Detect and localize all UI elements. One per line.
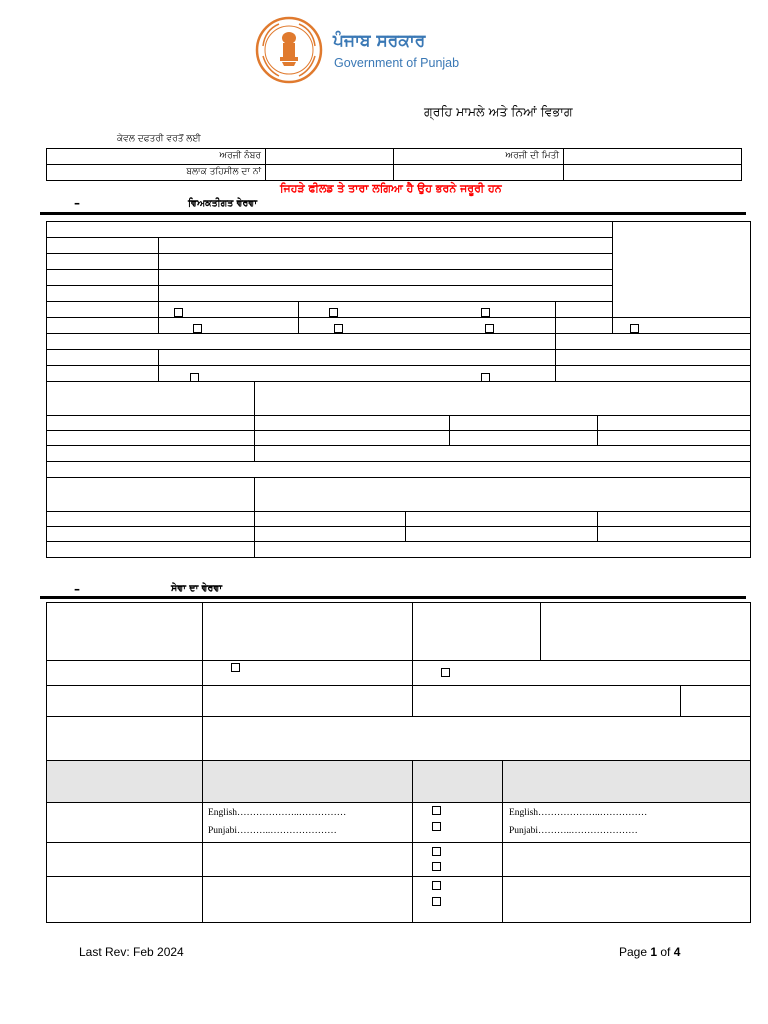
row-label [47,318,159,334]
section1-title: ਵਿਅਕਤੀਗਤ ਵੇਰਵਾ [188,198,258,209]
applicant-name-field[interactable] [47,222,613,238]
text-field[interactable] [255,416,450,431]
english-line: English………………..…………… [208,808,347,818]
text-field[interactable] [255,527,406,542]
application-date-field[interactable] [564,149,742,165]
checkbox[interactable] [432,847,441,856]
department-title: ਗ੍ਰਹਿ ਮਾਮਲੇ ਅਤੇ ਨਿਆਂ ਵਿਭਾਗ [424,104,573,119]
checkbox-cell [413,803,503,843]
checkbox[interactable] [334,324,343,333]
row-label [47,661,203,686]
checkbox[interactable] [485,324,494,333]
row-label [47,416,255,431]
checkbox[interactable] [432,806,441,815]
office-blank-cell [394,165,564,181]
checkbox[interactable] [329,308,338,317]
brand-punjabi: ਪੰਜਾਬ ਸਰਕਾਰ [333,31,426,51]
shaded-header-cell [413,761,503,803]
row-label [47,366,159,382]
text-field[interactable] [406,512,598,527]
checkbox-cell [413,877,503,923]
text-field[interactable] [413,603,541,661]
text-field[interactable] [159,238,613,254]
page-current: 1 [650,945,658,959]
application-date-label: ਅਰਜੀ ਦੀ ਮਿਤੀ [394,149,564,165]
office-use-title: ਕੇਵਲ ਦਫਤਰੀ ਵਰਤੋਂ ਲਈ [117,134,201,144]
text-field[interactable] [203,717,751,761]
application-number-label: ਅਰਜੀ ਨੰਬਰ [47,149,266,165]
address-field[interactable] [255,382,751,416]
row-label [47,431,255,446]
text-field[interactable] [413,686,681,717]
checkbox[interactable] [174,308,183,317]
text-field[interactable] [450,416,598,431]
row-label [47,686,203,717]
text-field[interactable] [47,334,556,350]
checkbox[interactable] [432,822,441,831]
section2-dash: – [74,582,80,596]
punjabi-line: Punjabi………..………………… [208,826,337,836]
text-field[interactable] [255,542,751,558]
row-label [47,803,203,843]
shaded-header-cell [47,761,203,803]
page-prefix: Page [619,945,651,959]
text-field[interactable] [203,877,413,923]
text-field[interactable] [203,686,413,717]
text-field[interactable] [159,254,613,270]
text-field[interactable] [450,431,598,446]
row-label [47,446,255,462]
address-label [47,382,255,416]
personal-details-table [46,221,751,558]
page-mid: of [657,945,674,959]
punjabi-line: Punjabi………..………………… [509,826,638,836]
emblem-seal-icon [255,16,323,84]
checkbox[interactable] [481,373,490,382]
text-field[interactable] [598,512,751,527]
row-label [47,527,255,542]
checkbox[interactable] [432,862,441,871]
text-field[interactable] [255,512,406,527]
text-field[interactable] [503,877,751,923]
row-label [47,843,203,877]
required-fields-note: ਜਿਹੜੇ ਫੀਲਡ ਤੇ ਤਾਰਾ ਲਗਿਆ ਹੈ ਉਹ ਭਰਨੇ ਜਰੂਰੀ ਹਨ [280,182,502,195]
last-revision: Last Rev: Feb 2024 [79,945,184,959]
row-label [47,603,203,661]
row-label [47,254,159,270]
row-label [47,350,159,366]
row-label [47,542,255,558]
photo-box [613,222,751,318]
page-total: 4 [673,945,681,959]
shaded-header-cell [503,761,751,803]
text-field[interactable] [556,334,751,350]
block-tehsil-label: ਬਲਾਕ ਤਹਿਸੀਲ ਦਾ ਨਾਂ [47,165,266,181]
row-label [47,286,159,302]
address-label [47,478,255,512]
option-cell [159,366,556,382]
shaded-header-cell [203,761,413,803]
row-label [47,270,159,286]
checkbox-cell [413,843,503,877]
application-number-field[interactable] [266,149,394,165]
row-label [47,238,159,254]
text-field[interactable] [159,286,613,302]
text-field[interactable] [203,603,413,661]
text-field[interactable] [598,416,751,431]
checkbox[interactable] [441,668,450,677]
text-field[interactable] [541,603,751,661]
checkbox[interactable] [432,881,441,890]
row-label [47,717,203,761]
text-field[interactable] [681,686,751,717]
section2-rule [40,596,746,599]
section1-dash: – [74,196,80,210]
office-use-table [46,148,742,181]
option-cell [413,661,751,686]
option-cell [556,366,751,382]
text-field[interactable] [556,350,751,366]
block-tehsil-field[interactable] [266,165,394,181]
row-label [47,302,159,318]
row-label [47,512,255,527]
section1-rule [40,212,746,215]
checkbox[interactable] [481,308,490,317]
text-field[interactable] [255,446,751,462]
option-cell [556,318,613,334]
text-field[interactable] [406,527,598,542]
office-blank-cell [564,165,742,181]
option-cell [556,302,613,318]
text-field[interactable] [159,270,613,286]
text-field[interactable] [159,350,556,366]
checkbox[interactable] [231,663,240,672]
text-field[interactable] [255,431,450,446]
checkbox[interactable] [630,324,639,333]
page-number [619,945,680,959]
section2-title: ਸੇਵਾ ਦਾ ਵੇਰਵਾ [171,583,223,594]
english-line: English………………..…………… [509,808,648,818]
option-cell [159,318,299,334]
full-row-field[interactable] [47,462,751,478]
text-field[interactable] [203,843,413,877]
service-details-table [46,602,751,923]
checkbox[interactable] [193,324,202,333]
checkbox[interactable] [432,897,441,906]
text-field[interactable] [503,843,751,877]
brand-english: Government of Punjab [334,56,460,70]
address-field[interactable] [255,478,751,512]
text-field[interactable] [598,527,751,542]
text-field[interactable] [598,431,751,446]
row-label [47,877,203,923]
checkbox[interactable] [190,373,199,382]
